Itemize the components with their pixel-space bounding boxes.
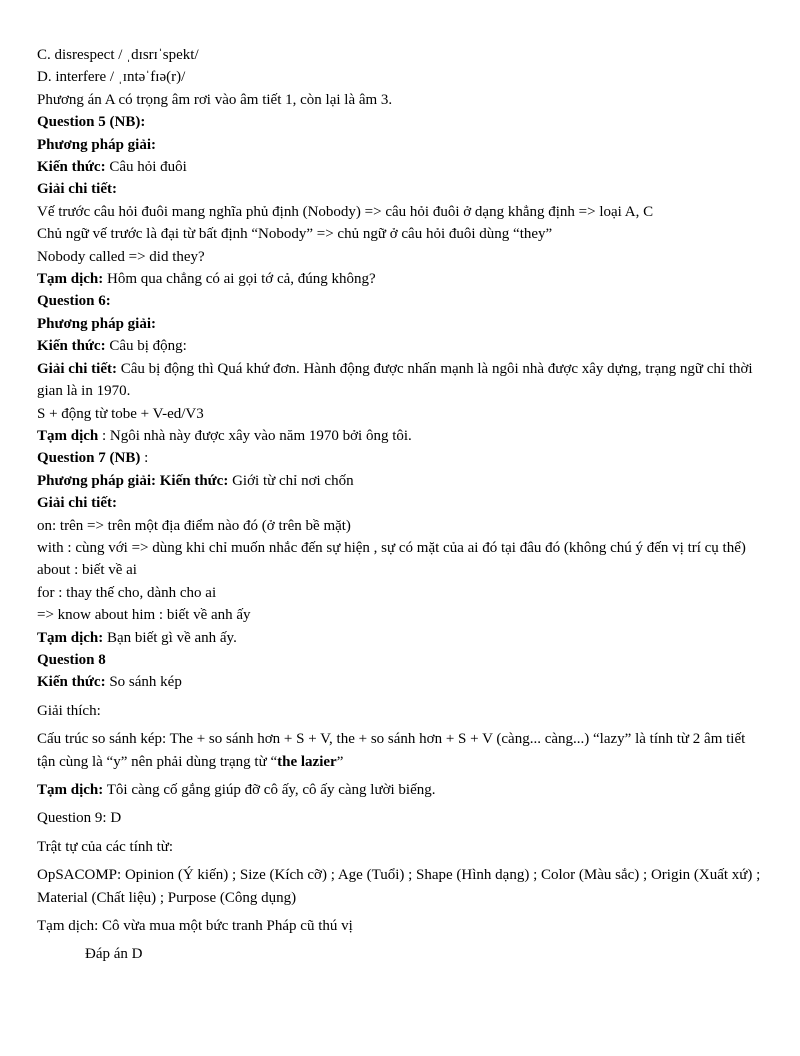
q6-detail-text: Câu bị động thì Quá khứ đơn. Hành động được nhấn mạnh là ngôi nhà được xây dựng, trạng ngữ chỉ thời gian là in 1970. <box>37 360 753 400</box>
document-page <box>37 44 761 966</box>
q6-translation-label: Tạm dịch <box>37 427 99 444</box>
q7-translation <box>37 627 761 649</box>
q5-knowledge-text: Câu hỏi đuôi <box>105 159 187 176</box>
question-8-title: Question 8 <box>37 651 106 668</box>
q6-knowledge-text: Câu bị động: <box>105 338 187 355</box>
q7-detail-1: on: trên => trên một địa điểm nào đó (ở trên bề mặt) <box>37 517 351 534</box>
option-c-line: C. disrespect / ˌdɪsrɪˈspekt/ <box>37 47 199 63</box>
q5-detail-1: Vế trước câu hỏi đuôi mang nghĩa phủ định (Nobody) => câu hỏi đuôi ở dạng khẳng định => loại A, C <box>37 203 654 220</box>
q6-detail-label: Giải chi tiết: <box>37 360 117 377</box>
q7-detail-heading: Giải chi tiết: <box>37 495 117 512</box>
q7-title-tail: : <box>140 450 149 467</box>
q5-translation <box>37 268 761 290</box>
q9-detail-1: Trật tự của các tính từ: <box>37 838 174 855</box>
q7-detail-5: => know about him : biết về anh ấy <box>37 607 251 624</box>
q7-translation-text: Bạn biết gì về anh ấy. <box>103 629 237 646</box>
q8-detail-bold: the lazier <box>277 753 337 770</box>
q8-detail-end: ” <box>336 753 344 770</box>
q6-translation <box>37 425 761 447</box>
q6-formula: S + động từ tobe + V-ed/V3 <box>37 405 204 422</box>
q9-translation: Tạm dịch: Cô vừa mua một bức tranh Pháp cũ thú vị <box>37 918 353 935</box>
q7-method-label: Phương pháp giải: Kiến thức: <box>37 472 229 489</box>
q5-detail-heading: Giải chi tiết: <box>37 181 117 198</box>
q8-knowledge-text: So sánh kép <box>105 674 182 691</box>
q6-knowledge <box>37 335 761 357</box>
q8-translation <box>37 779 761 801</box>
q5-knowledge <box>37 156 761 178</box>
q7-translation-label: Tạm dịch: <box>37 629 104 646</box>
q8-explain-heading: Giải thích: <box>37 702 101 719</box>
q8-translation-label: Tạm dịch: <box>37 782 104 798</box>
q5-translation-text: Hôm qua chẳng có ai gọi tớ cả, đúng không? <box>103 271 376 288</box>
option-d-line: D. interfere / ˌɪntəˈfɪə(r)/ <box>37 69 186 86</box>
q6-method-heading: Phương pháp giải: <box>37 315 157 332</box>
q5-translation-label: Tạm dịch: <box>37 271 104 288</box>
q9-detail-2: OpSACOMP: Opinion (Ý kiến) ; Size (Kích cỡ) ; Age (Tuổi) ; Shape (Hình dạng) ; Color (Màu sắc) ; Origin (Xuất xứ) ; Material (Chất liệu) ; Purpose (Công dụng) <box>37 867 761 906</box>
q6-detail <box>37 358 761 403</box>
q7-method <box>37 470 761 492</box>
q8-translation-text: Tôi càng cố gắng giúp đỡ cô ấy, cô ấy càng lười biếng. <box>103 782 436 798</box>
question-9-title: Question 9: D <box>37 810 122 827</box>
question-5-title: Question 5 (NB): <box>37 114 146 131</box>
q6-knowledge-label: Kiến thức: <box>37 338 106 355</box>
question-6-title: Question 6: <box>37 293 111 310</box>
q7-detail-3: about : biết về ai <box>37 562 137 579</box>
q8-knowledge <box>37 671 761 693</box>
q5-knowledge-label: Kiến thức: <box>37 159 106 176</box>
answer-line: Đáp án D <box>85 946 143 963</box>
stress-explanation: Phương án A có trọng âm rơi vào âm tiết 1, còn lại là âm 3. <box>37 91 393 108</box>
q5-method-heading: Phương pháp giải: <box>37 136 157 153</box>
q7-title-text: Question 7 (NB) <box>37 450 141 467</box>
q7-detail-4: for : thay thế cho, dành cho ai <box>37 584 217 601</box>
q6-translation-text: : Ngôi nhà này được xây vào năm 1970 bởi ông tôi. <box>98 427 412 444</box>
q8-detail <box>37 728 761 773</box>
q8-detail-text: Cấu trúc so sánh kép: The + so sánh hơn + S + V, the + so sánh hơn + S + V (càng... càng...) “lazy” là tính từ 2 âm tiết tận cùng là “y” nên phải dùng trạng từ “ <box>37 731 746 770</box>
question-7-title <box>37 447 761 469</box>
q5-detail-3: Nobody called => did they? <box>37 248 205 265</box>
q5-detail-2: Chủ ngữ vế trước là đại từ bất định “Nobody” => chủ ngữ ở câu hỏi đuôi dùng “they” <box>37 226 553 243</box>
q7-detail-2: with : cùng với => dùng khi chỉ muốn nhắc đến sự hiện , sự có mặt của ai đó tại đâu đó (không chú ý đến vị trí cụ thể) <box>37 539 746 556</box>
q7-method-text: Giới từ chỉ nơi chốn <box>228 472 354 489</box>
q8-knowledge-label: Kiến thức: <box>37 674 106 691</box>
